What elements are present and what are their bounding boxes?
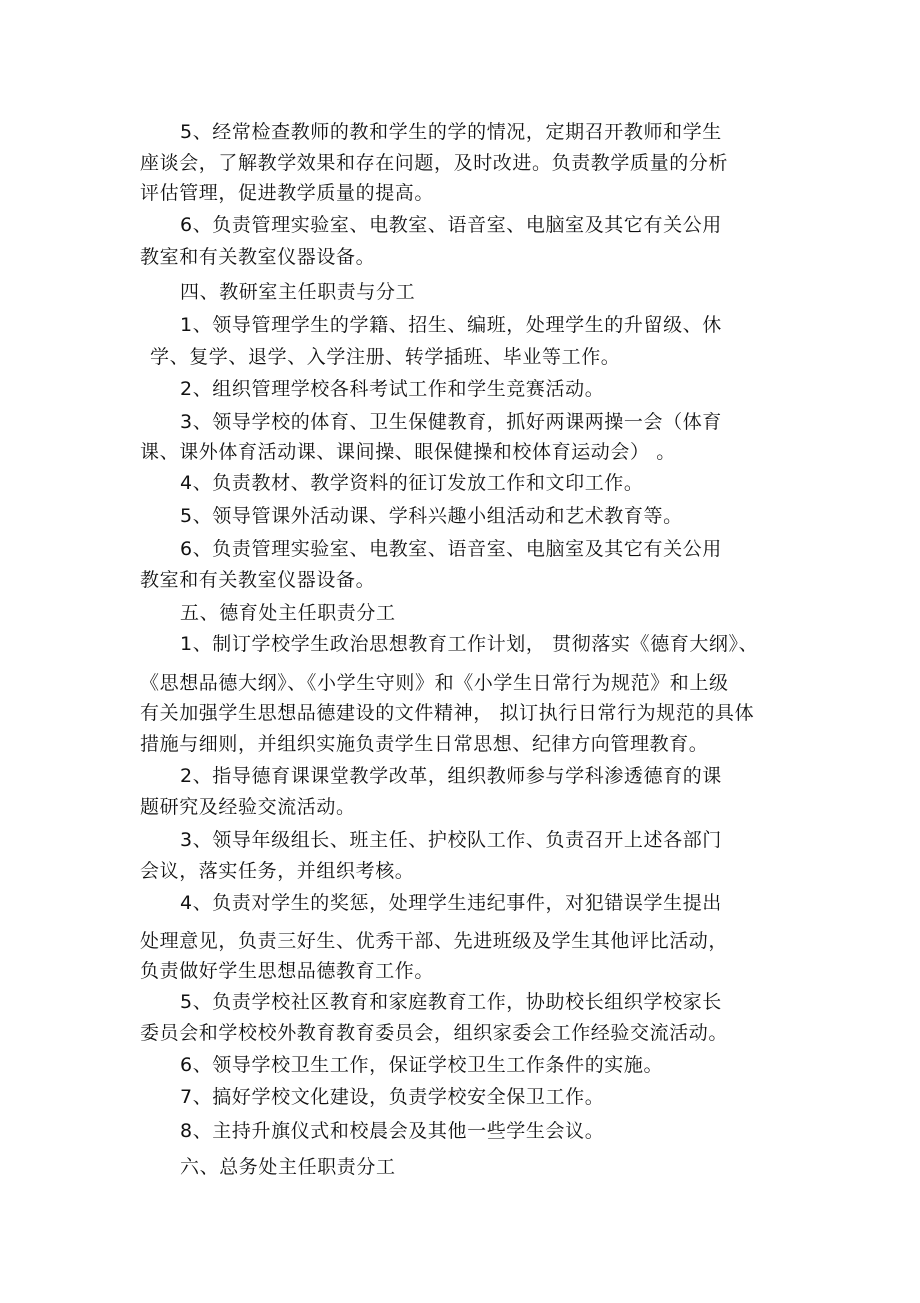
text-line: 课、课外体育活动课、课间操、眼保健操和校体育运动会） 。 (140, 441, 676, 463)
text-line: 《思想品德大纲》、《小学生守则》和《小学生日常行为规范》和上级 (140, 672, 729, 694)
text-line: 3、领导学校的体育、卫生保健教育，抓好两课两操一会（体育 (180, 411, 722, 433)
text-line: 6、领导学校卫生工作，保证学校卫生工作条件的实施。 (180, 1054, 664, 1076)
text-line: 4、负责教材、教学资料的征订发放工作和文印工作。 (180, 472, 644, 494)
text-line: 2、组织管理学校各科考试工作和学生竞赛活动。 (180, 378, 605, 400)
text-line: 学、复学、退学、入学注册、转学插班、毕业等工作。 (150, 346, 621, 368)
text-line: 教室和有关教室仪器设备。 (140, 246, 376, 268)
text-line: 委员会和学校校外教育教育委员会，组织家委会工作经验交流活动。 (140, 1022, 729, 1044)
text-line: 6、负责管理实验室、电教室、语音室、电脑室及其它有关公用 (180, 214, 722, 236)
text-line: 5、领导管课外活动课、学科兴趣小组活动和艺术教育等。 (180, 505, 683, 527)
text-line: 措施与细则，并组织实施负责学生日常思想、纪律方向管理教育。 (140, 733, 709, 755)
text-line: 1、领导管理学生的学籍、招生、编班，处理学生的升留级、休 (180, 314, 722, 336)
text-line: 处理意见，负责三好生、优秀干部、先进班级及学生其他评比活动， (140, 930, 729, 952)
text-line: 评估管理，促进教学质量的提高。 (140, 182, 435, 204)
text-line: 4、负责对学生的奖惩，处理学生违纪事件，对犯错误学生提出 (180, 892, 722, 914)
text-line: 座谈会，了解教学效果和存在问题，及时改进。负责教学质量的分析 (140, 152, 729, 174)
text-line: 负责做好学生思想品德教育工作。 (140, 960, 435, 982)
text-line: 5、经常检查教师的教和学生的学的情况，定期召开教师和学生 (180, 121, 722, 143)
text-line: 有关加强学生思想品德建设的文件精神， 拟订执行日常行为规范的具体 (140, 702, 755, 724)
text-line: 会议，落实任务，并组织考核。 (140, 860, 415, 882)
text-line: 8、主持升旗仪式和校晨会及其他一些学生会议。 (180, 1120, 605, 1142)
text-line: 教室和有关教室仪器设备。 (140, 569, 376, 591)
text-line: 1、制订学校学生政治思想教育工作计划， 贯彻落实《德育大纲》、 (180, 633, 759, 655)
text-line: 2、指导德育课课堂教学改革，组织教师参与学科渗透德育的课 (180, 765, 722, 787)
text-line: 题研究及经验交流活动。 (140, 796, 356, 818)
text-line: 7、搞好学校文化建设，负责学校安全保卫工作。 (180, 1086, 605, 1108)
section-heading: 六、总务处主任职责分工 (180, 1156, 396, 1178)
text-line: 5、负责学校社区教育和家庭教育工作，协助校长组织学校家长 (180, 991, 722, 1013)
text-line: 6、负责管理实验室、电教室、语音室、电脑室及其它有关公用 (180, 538, 722, 560)
section-heading: 五、德育处主任职责分工 (180, 602, 396, 624)
section-heading: 四、教研室主任职责与分工 (180, 281, 416, 303)
text-line: 3、领导年级组长、班主任、护校队工作、负责召开上述各部门 (180, 829, 722, 851)
